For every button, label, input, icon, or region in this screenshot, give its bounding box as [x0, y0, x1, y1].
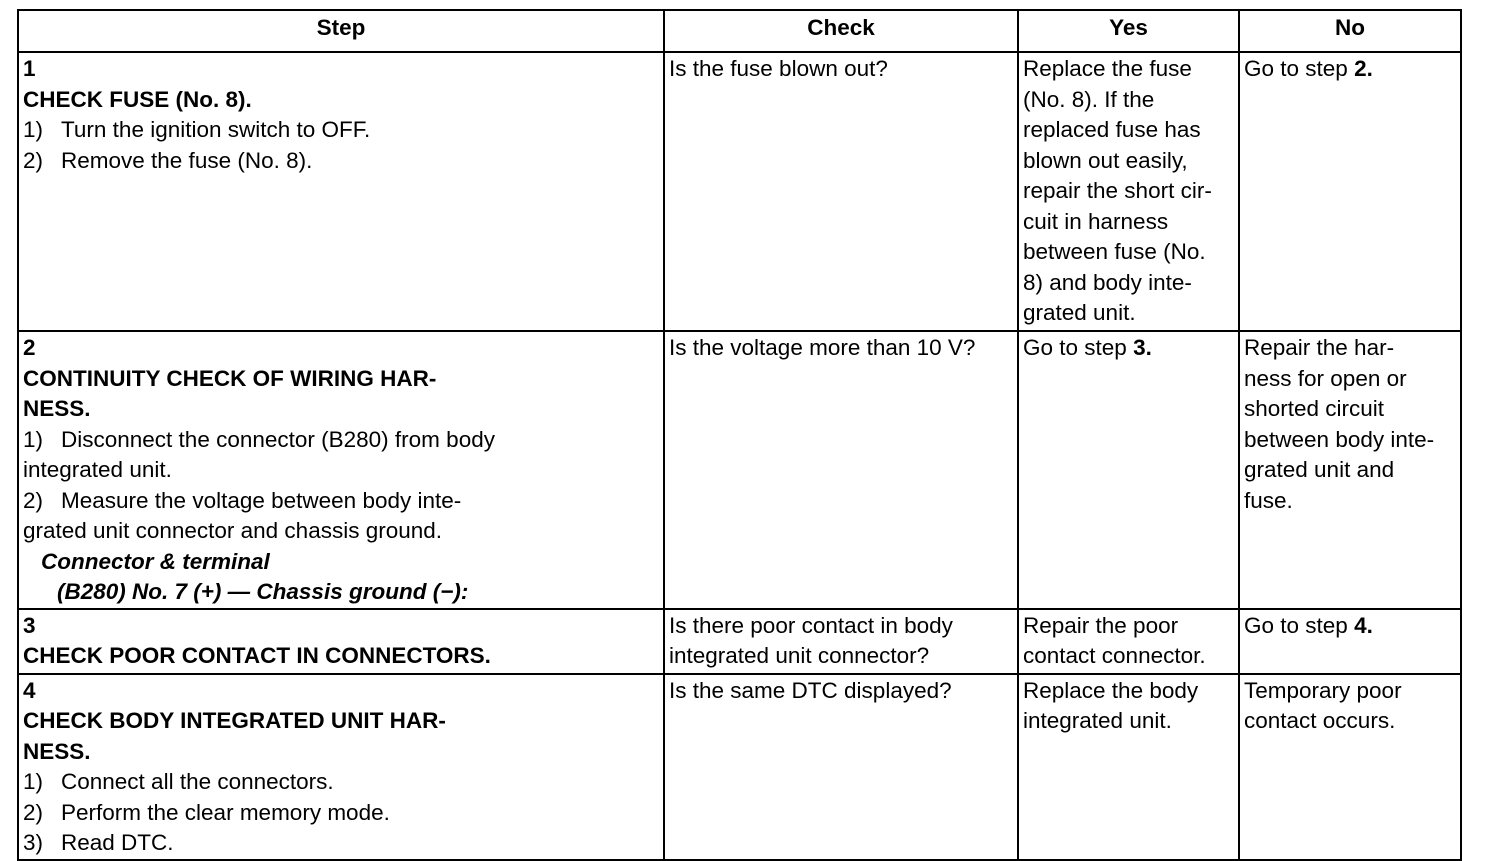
step-title: NESS.: [23, 738, 91, 764]
check-cell: Is there poor contact in body integrated unit connector?: [664, 609, 1018, 674]
table-row: [18, 52, 1461, 331]
table-row: [18, 331, 1461, 609]
step-number: 3: [23, 612, 36, 638]
no-cell: Repair the har- ness for open or shorted circuit between body inte- grated unit and fuse.: [1239, 331, 1461, 609]
step-body: [23, 85, 545, 177]
check-cell: Is the fuse blown out?: [664, 52, 1018, 331]
table-row: [18, 609, 1461, 674]
step-body: CONTINUITY CHECK OF WIRING HAR- NESS. 1) Disconnect the connector (B280) from body integrated unit. 2) Measure the voltage between body inte- grated unit connector and chassis ground. Connector & terminal (B280) No. 7 (+) — Chassis ground (−):: [23, 364, 545, 608]
step-cell: [18, 609, 664, 674]
step-cell: [18, 674, 664, 860]
step-cell: [18, 52, 664, 331]
step-number: 1: [23, 56, 36, 81]
step-body: [23, 706, 545, 859]
header-no: No: [1239, 10, 1461, 52]
header-row: [18, 10, 1461, 52]
header-step: Step: [18, 10, 664, 52]
step-title: CONTINUITY CHECK OF WIRING HAR-: [23, 365, 437, 391]
yes-cell: Go to step 3.: [1018, 331, 1239, 609]
no-cell: Go to step 2.: [1239, 52, 1461, 331]
yes-cell: Replace the body integrated unit.: [1018, 674, 1239, 860]
list-item: 2) Measure the voltage between body inte-: [23, 487, 462, 513]
yes-cell: Repair the poor contact connector.: [1018, 609, 1239, 674]
check-cell: Is the same DTC displayed?: [664, 674, 1018, 860]
header-check: Check: [664, 10, 1018, 52]
connector-value: (B280) No. 7 (+) — Chassis ground (−):: [57, 579, 469, 604]
step-cell: [18, 331, 664, 609]
no-cell: Go to step 4.: [1239, 609, 1461, 674]
step-number: 4: [23, 677, 36, 703]
step-body: [23, 641, 545, 672]
list-item: 1) Connect all the connectors.: [23, 769, 334, 794]
list-item: 1) Disconnect the connector (B280) from body: [23, 426, 495, 452]
connector-label: Connector & terminal: [41, 548, 270, 574]
step-title: CHECK BODY INTEGRATED UNIT HAR-: [23, 708, 446, 733]
step-number: 2: [23, 335, 36, 360]
diagnostic-table: [17, 9, 1462, 861]
list-item: 2) Remove the fuse (No. 8).: [23, 147, 313, 173]
yes-cell: Replace the fuse (No. 8). If the replaced fuse has blown out easily, repair the short cir- cuit in harness between fuse (No. 8) and body inte- grated unit.: [1018, 52, 1239, 331]
header-yes: Yes: [1018, 10, 1239, 52]
check-cell: Is the voltage more than 10 V?: [664, 331, 1018, 609]
table-row: [18, 674, 1461, 860]
list-item: 3) Read DTC.: [23, 830, 174, 855]
list-item: 1) Turn the ignition switch to OFF.: [23, 117, 371, 142]
no-cell: Temporary poor contact occurs.: [1239, 674, 1461, 860]
step-title: CHECK FUSE (No. 8).: [23, 86, 252, 112]
step-title: CHECK POOR CONTACT IN CONNECTORS.: [23, 643, 491, 668]
list-item: 2) Perform the clear memory mode.: [23, 799, 390, 825]
step-title: NESS.: [23, 396, 91, 421]
